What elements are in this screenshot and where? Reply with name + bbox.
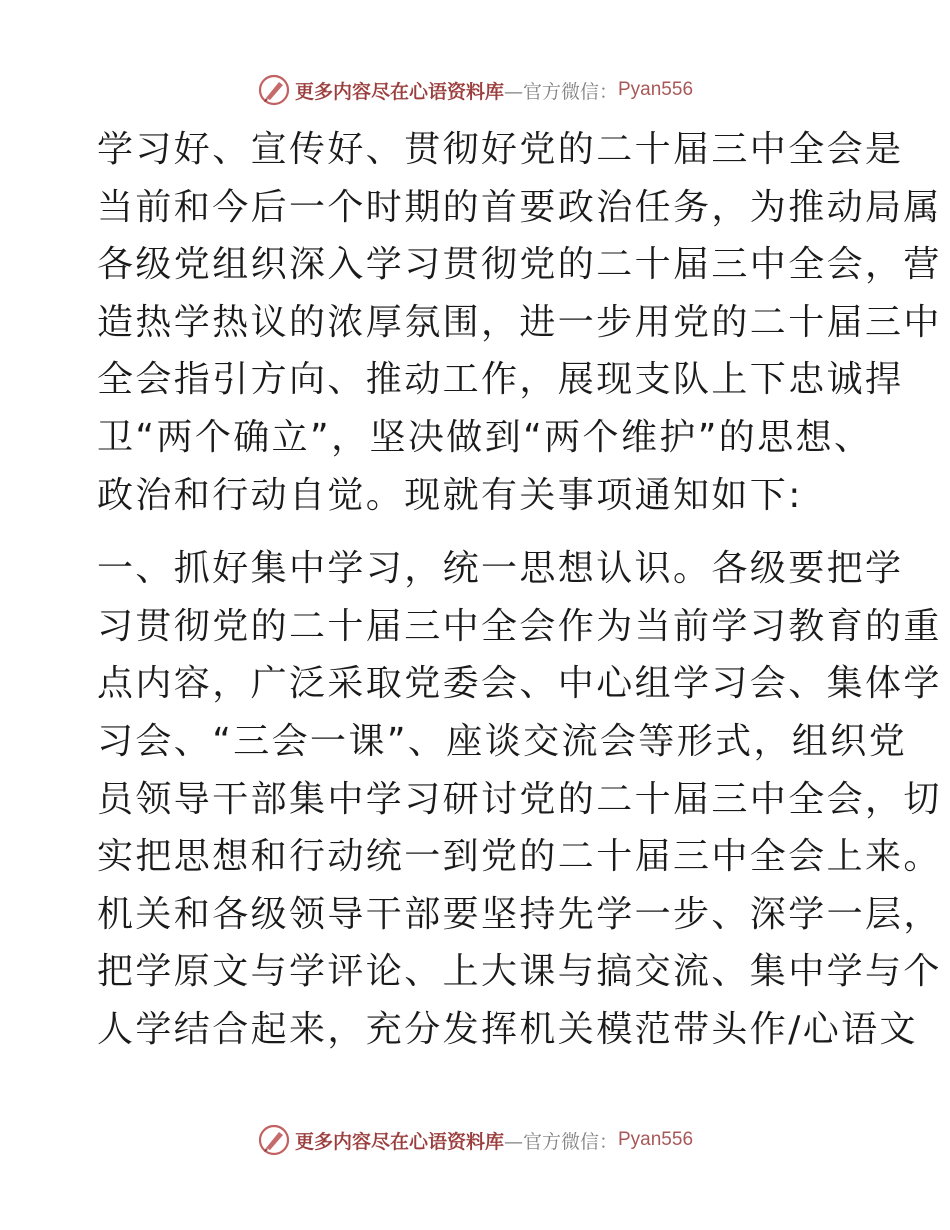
text-line: 点内容，广泛采取党委会、中心组学习会、集体学: [97, 663, 942, 705]
text-line: 员领导干部集中学习研讨党的二十届三中全会，切: [97, 778, 942, 820]
watermark-title: 更多内容尽在心语资料库: [294, 1130, 504, 1153]
text-line: 把学原文与学评论、上大课与搞交流、集中学与个: [97, 951, 942, 993]
watermark-title: 更多内容尽在心语资料库: [294, 80, 504, 103]
watermark-wechat-label: —官方微信：: [503, 80, 618, 103]
text-line: 一、抓好集中学习，统一思想认识。各级要把学: [97, 548, 904, 590]
header-watermark: [0, 70, 950, 110]
text-line: 习会、“三会一课”、座谈交流会等形式，组织党: [97, 720, 908, 762]
document-body: [97, 121, 942, 1059]
pen-logo-icon: [257, 1123, 291, 1157]
text-line: 全会指引方向、推动工作，展现支队上下忠诚捍: [97, 359, 904, 401]
text-line: 各级党组织深入学习贯彻党的二十届三中全会，营: [97, 244, 942, 286]
footer-watermark: [0, 1120, 950, 1160]
text-line: 学习好、宣传好、贯彻好党的二十届三中全会是: [97, 129, 904, 170]
text-line: 习贯彻党的二十届三中全会作为当前学习教育的重: [97, 605, 942, 647]
text-line: 机关和各级领导干部要坚持先学一步、深学一层，: [97, 893, 942, 935]
paragraph-section-one: [97, 540, 942, 1058]
text-line: 造热学热议的浓厚氛围，进一步用党的二十届三中: [97, 301, 942, 343]
text-line: 当前和今后一个时期的首要政治任务，为推动局属: [97, 186, 942, 228]
text-line: 实把思想和行动统一到党的二十届三中全会上来。: [97, 836, 942, 878]
watermark-wechat-id: Pyan556: [618, 79, 694, 100]
text-line: 卫“两个确立”，坚决做到“两个维护”的思想、: [97, 416, 873, 458]
watermark-wechat-id: Pyan556: [618, 1129, 694, 1150]
pen-logo-icon: [257, 73, 291, 107]
text-line: 政治和行动自觉。现就有关事项通知如下:: [97, 474, 803, 516]
paragraph-intro: [97, 121, 942, 524]
text-line: 人学结合起来，充分发挥机关模范带头作/心语文: [97, 1008, 918, 1050]
watermark-wechat-label: —官方微信：: [503, 1130, 618, 1153]
